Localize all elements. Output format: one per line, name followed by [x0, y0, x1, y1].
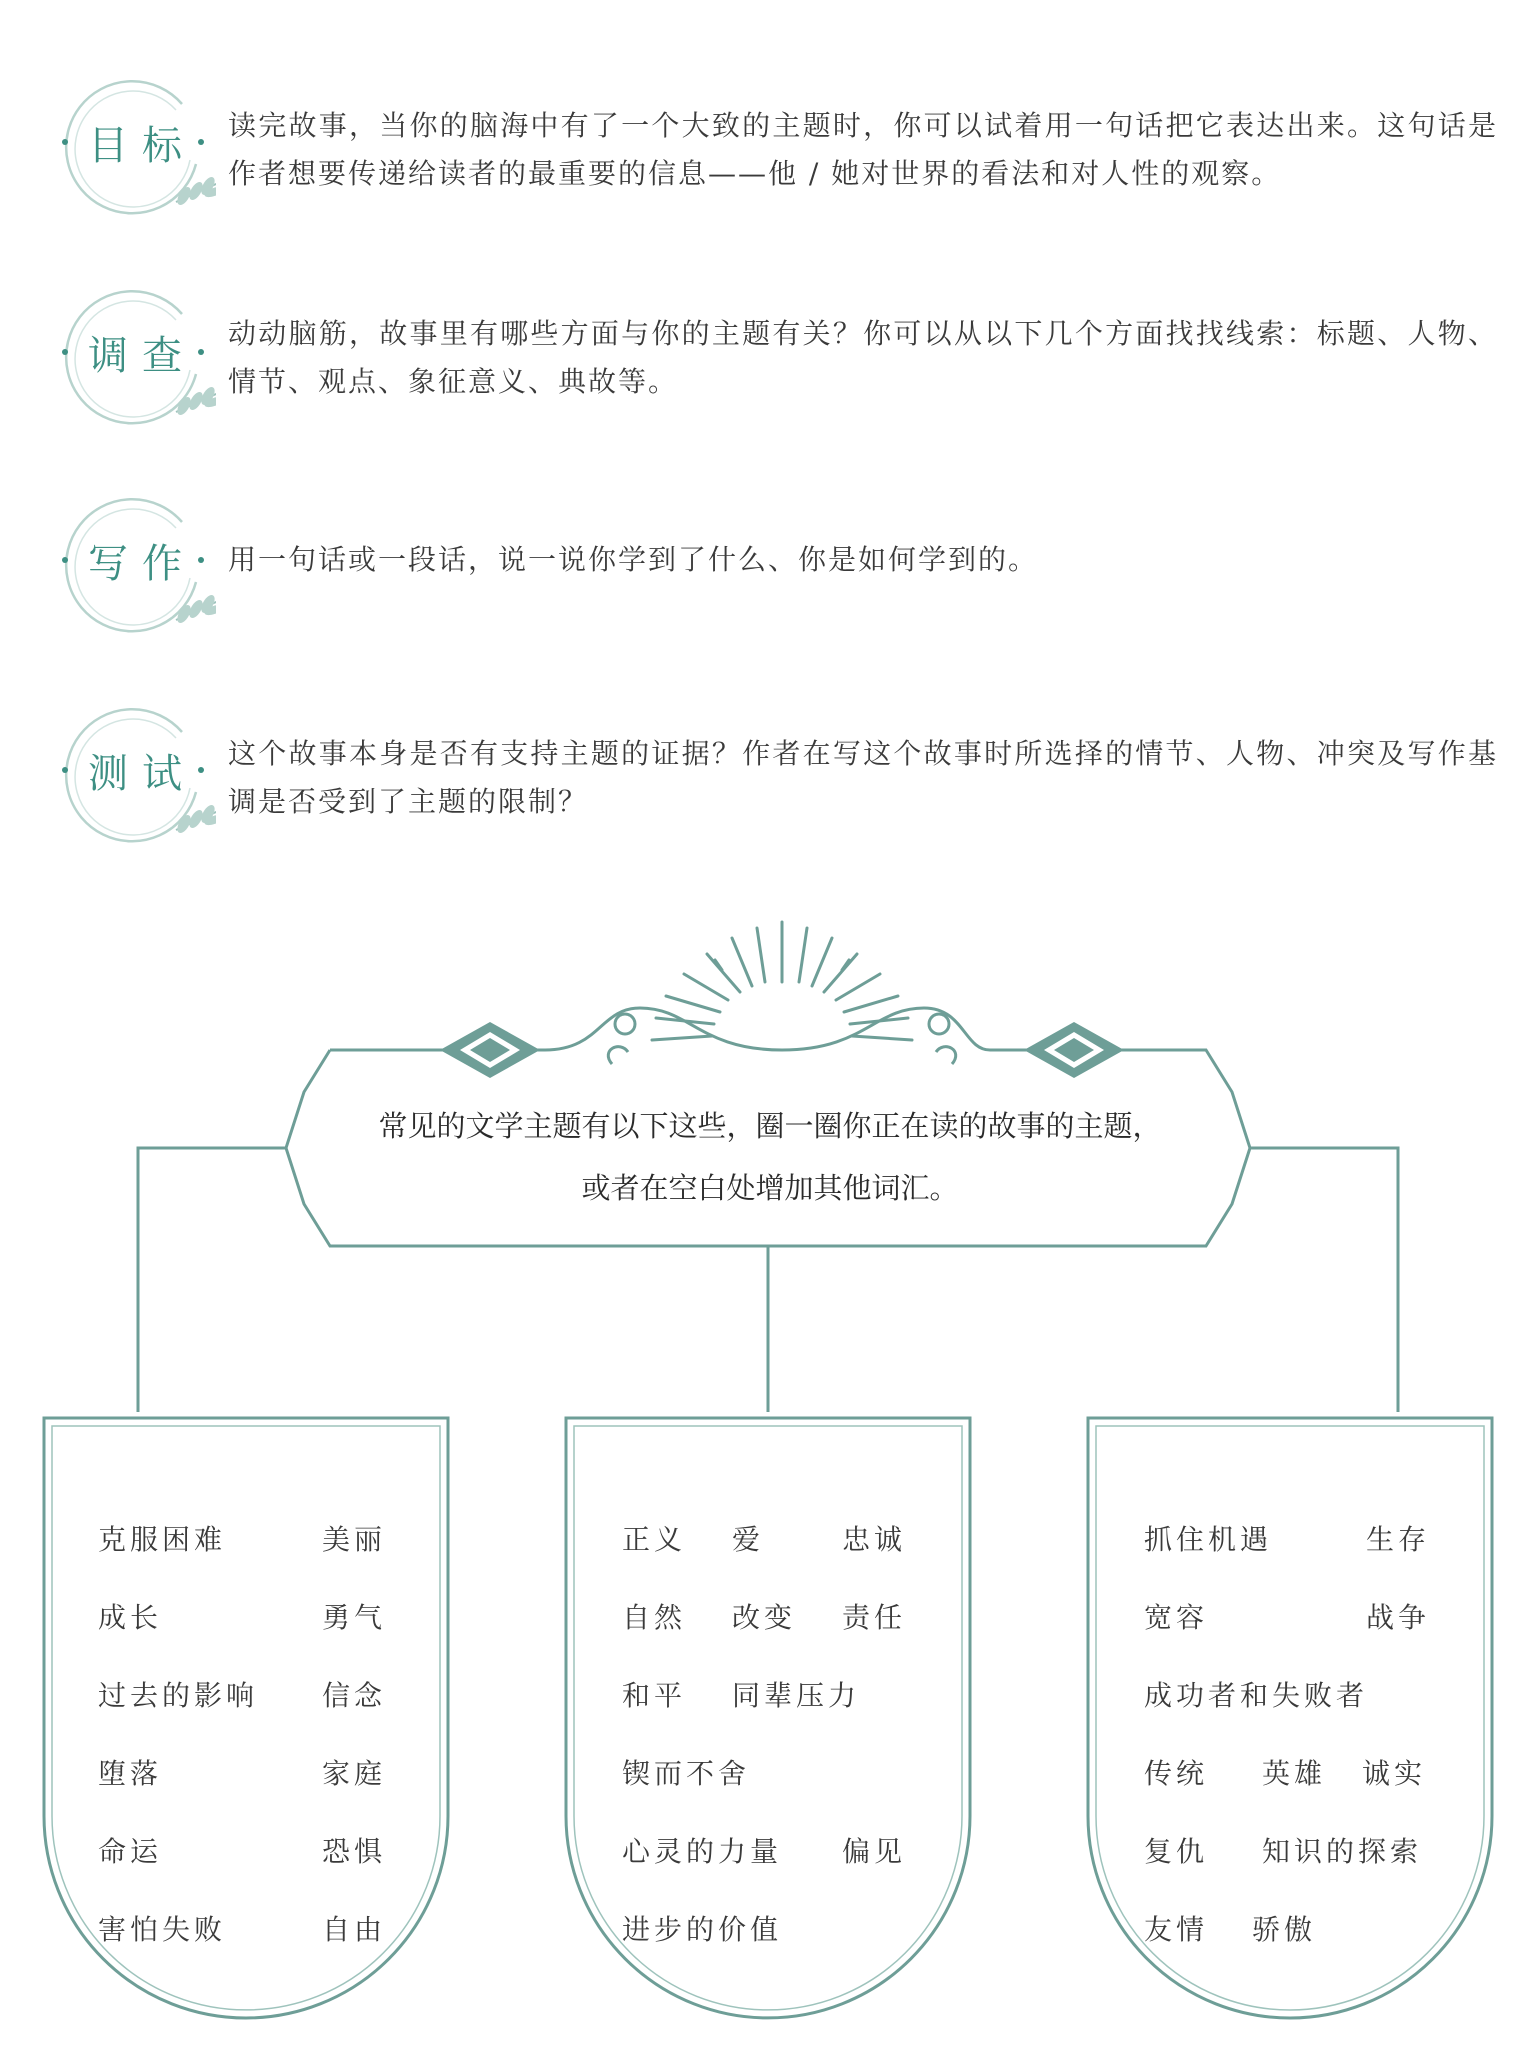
theme-term: 自然	[622, 1601, 687, 1634]
section-text: 这个故事本身是否有支持主题的证据？作者在写这个故事时所选择的情节、人物、冲突及写作基调是否受到了主题的限制？	[228, 737, 1498, 818]
theme-term: 心灵的力量	[622, 1835, 783, 1868]
theme-term: 忠诚	[842, 1523, 907, 1556]
theme-term: 传统	[1144, 1757, 1209, 1790]
theme-term: 宽容	[1144, 1601, 1209, 1634]
section-badge	[56, 62, 216, 222]
theme-term: 恐惧	[322, 1835, 387, 1868]
section-badge	[56, 272, 216, 432]
theme-term: 生存	[1366, 1523, 1431, 1556]
banner-line-1: 常见的文学主题有以下这些，圈一圈你正在读的故事的主题，	[378, 1109, 1162, 1143]
theme-term: 改变	[732, 1601, 797, 1634]
theme-term: 成功者和失败者	[1144, 1679, 1369, 1712]
theme-term: 克服困难	[98, 1523, 227, 1556]
theme-term: 家庭	[322, 1757, 387, 1790]
theme-term: 战争	[1366, 1601, 1431, 1634]
theme-term: 堕落	[98, 1757, 163, 1790]
section-text: 用一句话或一段话，说一说你学到了什么、你是如何学到的。	[228, 543, 1039, 576]
theme-term: 勇气	[322, 1601, 387, 1634]
theme-term: 害怕失败	[98, 1913, 227, 1946]
theme-term: 骄傲	[1252, 1913, 1317, 1946]
theme-term: 偏见	[842, 1835, 907, 1868]
section-investigate	[0, 272, 1536, 442]
section-badge	[56, 480, 216, 640]
theme-term: 爱	[732, 1523, 765, 1556]
theme-term: 命运	[98, 1835, 163, 1868]
section-label: 目标	[88, 122, 196, 169]
theme-term: 知识的探索	[1262, 1835, 1423, 1868]
section-label: 调查	[88, 332, 196, 379]
theme-term: 复仇	[1144, 1835, 1209, 1868]
banner-line-2: 或者在空白处增加其他词汇。	[581, 1171, 959, 1205]
theme-term: 成长	[98, 1601, 163, 1634]
theme-term: 进步的价值	[622, 1913, 783, 1946]
section-label: 写作	[88, 540, 196, 587]
sunburst-ornament-icon	[652, 922, 912, 1040]
theme-term: 责任	[842, 1601, 907, 1634]
section-badge	[56, 690, 216, 850]
section-write	[0, 480, 1536, 650]
theme-term: 信念	[322, 1679, 387, 1712]
theme-term: 和平	[622, 1679, 687, 1712]
theme-term: 锲而不舍	[622, 1757, 751, 1790]
section-test	[0, 690, 1536, 860]
theme-term: 诚实	[1362, 1757, 1427, 1790]
theme-term: 自由	[322, 1913, 387, 1946]
theme-term: 英雄	[1262, 1757, 1327, 1790]
theme-term: 抓住机遇	[1144, 1523, 1273, 1556]
theme-term: 正义	[622, 1523, 687, 1556]
section-label: 测试	[88, 750, 196, 797]
theme-term: 美丽	[322, 1523, 387, 1556]
theme-term: 同辈压力	[732, 1679, 861, 1712]
section-goal	[0, 62, 1536, 232]
theme-term: 友情	[1144, 1913, 1209, 1946]
section-text: 读完故事，当你的脑海中有了一个大致的主题时，你可以试着用一句话把它表达出来。这句话是作者想要传递给读者的最重要的信息——他 / 她对世界的看法和对人性的观察。	[228, 109, 1498, 190]
diagram-frame	[0, 900, 1536, 2056]
theme-term: 过去的影响	[98, 1679, 259, 1712]
section-text: 动动脑筋，故事里有哪些方面与你的主题有关？你可以从以下几个方面找找线索：标题、人物、情节、观点、象征意义、典故等。	[228, 317, 1498, 398]
